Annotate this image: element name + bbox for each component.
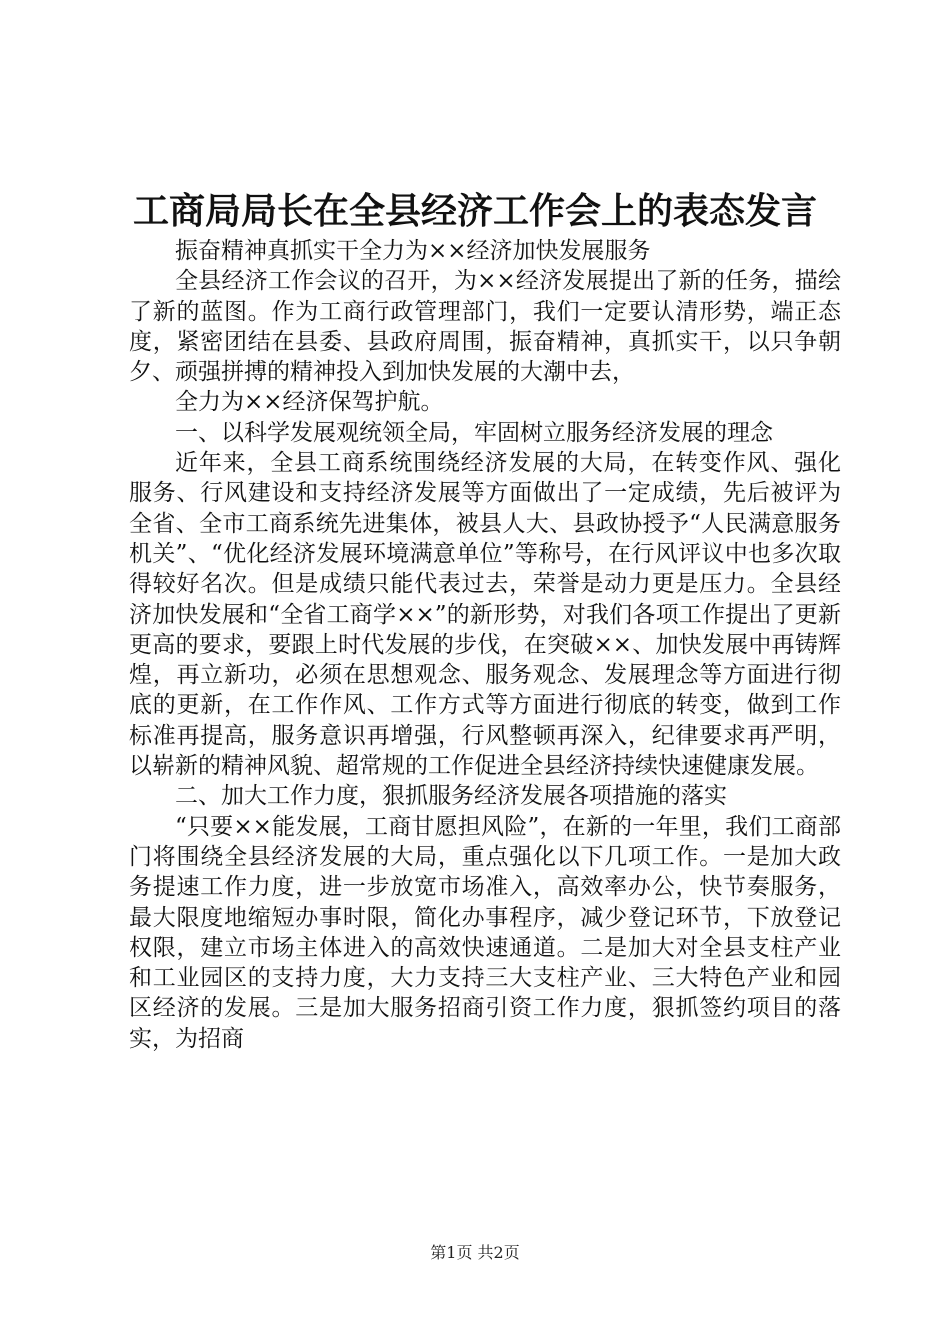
document-body [129,236,841,1054]
paragraph-section-1: 近年来，全县工商系统围绕经济发展的大局，在转变作风、强化服务、行风建设和支持经济发展等方面做出了一定成绩，先后被评为全省、全市工商系统先进集体，被县人大、县政协授予“人民满意服务机关”、“优化经济发展环境满意单位”等称号，在行风评议中也多次取得较好名次。但是成绩只能代表过去，荣誉是动力更是压力。全县经济加快发展和“全省工商学××”的新形势，对我们各项工作提出了更新更高的要求，要跟上时代发展的步伐，在突破××、加快发展中再铸辉煌，再立新功，必须在思想观念、服务观念、发展理念等方面进行彻底的更新，在工作作风、工作方式等方面进行彻底的转变，做到工作标准再提高，服务意识再增强，行风整顿再深入，纪律要求再严明，以崭新的精神风貌、超常规的工作促进全县经济持续快速健康发展。 [129,450,841,780]
paragraph-intro-continued: 全力为××经济保驾护航。 [175,389,444,416]
paragraph-intro: 全县经济工作会议的召开，为××经济发展提出了新的任务，描绘了新的蓝图。作为工商行政管理部门，我们一定要认清形势，端正态度，紧密团结在县委、县政府周围，振奋精神，真抓实干，以只争朝夕、顽强拼搏的精神投入到加快发展的大潮中去， [129,268,841,386]
paragraph-section-2: “只要××能发展，工商甘愿担风险”，在新的一年里，我们工商部门将围绕全县经济发展的大局，重点强化以下几项工作。一是加大政务提速工作力度，进一步放宽市场准入，高效率办公，快节奏服务，最大限度地缩短办事时限，简化办事程序，减少登记环节，下放登记权限，建立市场主体进入的高效快速通道。二是加大对全县支柱产业和工业园区的支持力度，大力支持三大支柱产业、三大特色产业和园区经济的发展。三是加大服务招商引资工作力度，狠抓签约项目的落实，为招商 [129,813,841,1052]
document-title: 工商局局长在全县经济工作会上的表态发言 [132,190,817,232]
document-subtitle: 振奋精神真抓实干全力为××经济加快发展服务 [175,238,651,264]
page-footer: 第1页 共2页 [430,1243,520,1262]
section-heading-2: 二、加大工作力度，狠抓服务经济发展各项措施的落实 [175,783,727,810]
section-heading-1: 一、以科学发展观统领全局，牢固树立服务经济发展的理念 [175,419,773,446]
